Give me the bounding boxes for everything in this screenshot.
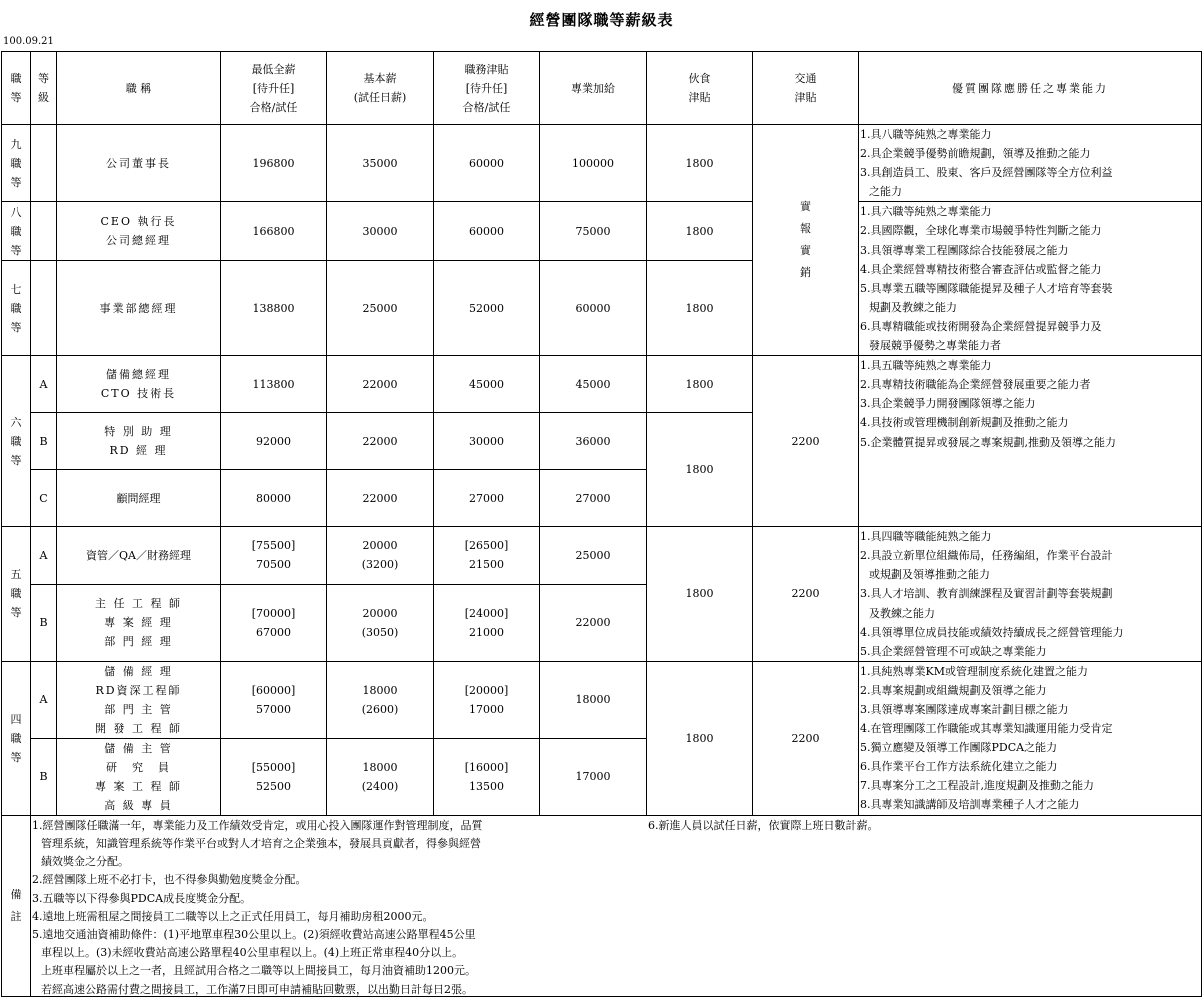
- pro-bonus-cell: 27000: [540, 470, 647, 527]
- position-cell: 儲備總經理 CTO 技術長: [57, 356, 221, 413]
- meal-cell: 1800: [647, 527, 753, 662]
- pro-bonus-cell: 17000: [540, 738, 647, 815]
- grade-label: 四職等: [2, 661, 31, 815]
- duty-allowance-cell: 45000: [434, 356, 540, 413]
- duty-allowance-cell: [26500] 21500: [434, 527, 540, 585]
- level-cell: A: [31, 356, 57, 413]
- position-cell: CEO 執行長 公司總經理: [57, 202, 221, 261]
- position-cell: 儲 備 經 理 RD資深工程師 部 門 主 管 開 發 工 程 師: [57, 661, 221, 738]
- min-salary-cell: [70000] 67000: [221, 584, 327, 661]
- base-salary-cell: 22000: [327, 470, 434, 527]
- duty-allowance-cell: [24000] 21000: [434, 584, 540, 661]
- document-date: 100.09.21: [3, 36, 54, 47]
- competency-cell: 1.具純熟專業KM或管理制度系統化建置之能力 2.具專案規劃或組織規劃及領導之能力 3.具領導專案團隊達成專案計劃目標之能力 4.在管理團隊工作職能或其專業知識運用能力受肯定 5.獨立應變及領導工作團隊PDCA之能力 6.具作業平台工作方法系統化建立之能力 7.具專案分工之工程設計,進度規劃及推動之能力 8.具專業知識講師及培訓專業種子人才之能力: [859, 661, 1202, 815]
- header-duty-allowance: 職務津貼 [待升任] 合格/試任: [434, 52, 540, 125]
- position-cell: 事業部總經理: [57, 261, 221, 356]
- header-base-salary: 基本薪 (試任日薪): [327, 52, 434, 125]
- header-position: 職 稱: [57, 52, 221, 125]
- grade-label: 九職等: [2, 125, 31, 202]
- grade-label: 八職等: [2, 202, 31, 261]
- meal-cell: 1800: [647, 261, 753, 356]
- header-competency: 優質團隊應勝任之專業能力: [859, 52, 1202, 125]
- position-cell: 公司董事長: [57, 125, 221, 202]
- level-cell: A: [31, 527, 57, 585]
- base-salary-cell: 35000: [327, 125, 434, 202]
- pro-bonus-cell: 100000: [540, 125, 647, 202]
- level-cell: [31, 125, 57, 202]
- min-salary-cell: 196800: [221, 125, 327, 202]
- notes-row: [2, 815, 1202, 996]
- table-row-grade9: [2, 125, 1202, 202]
- pro-bonus-cell: 25000: [540, 527, 647, 585]
- meal-cell: 1800: [647, 202, 753, 261]
- notes-left-column: 1.經營團隊任職滿一年，專業能力及工作績效受肯定，或用心投入團隊運作對管理制度，品質 管理系統，知識管理系統等作業平台或對人才培育之企業強本，發展具貢獻者，得參與經營 績效獎金之分配。 2.經營團隊上班不必打卡，也不得參與勤勉度獎金分配。 3.五職等以下得參與PDCA成長度獎金分配。 4.遠地上班需租屋之間接員工二職等以上之正式任用員工，每月補助房租2000元。 5.遠地交通油資補助條件：(1)平地單車程30公里以上。(2)須經收費站高速公路單程45公里 車程以上。(3)未經收費站高速公路單程40公里車程以上。(4)上班正常車程40分以上。 上班車程屬於以上之一者，且經試用合格之二職等以上間接員工，每月油資補助1200元。 若經高速公路需付費之間接員工，工作滿7日即可申請補貼回數票，以出勤日計每日2張。: [32, 818, 483, 996]
- transport-actual-cell: 實報實銷: [753, 125, 859, 356]
- grade-label: 六職等: [2, 356, 31, 527]
- page-title: 經營團隊職等薪級表: [529, 11, 674, 29]
- duty-allowance-cell: 30000: [434, 413, 540, 470]
- duty-allowance-cell: [20000] 17000: [434, 661, 540, 738]
- base-salary-cell: 25000: [327, 261, 434, 356]
- table-row-grade6a: [2, 356, 1202, 413]
- transport-cell: 2200: [753, 661, 859, 815]
- base-salary-cell: 22000: [327, 413, 434, 470]
- notes-right-column: 6.新進人員以試任日薪，依實際上班日數計薪。: [648, 818, 879, 832]
- pro-bonus-cell: 22000: [540, 584, 647, 661]
- level-cell: [31, 202, 57, 261]
- position-cell: 顧問經理: [57, 470, 221, 527]
- min-salary-cell: 92000: [221, 413, 327, 470]
- notes-body: [31, 815, 1202, 996]
- duty-allowance-cell: 60000: [434, 125, 540, 202]
- min-salary-cell: 138800: [221, 261, 327, 356]
- salary-grade-table: [1, 51, 1202, 997]
- meal-cell: 1800: [647, 661, 753, 815]
- transport-cell: 2200: [753, 527, 859, 662]
- grade-label: 五職等: [2, 527, 31, 662]
- pro-bonus-cell: 18000: [540, 661, 647, 738]
- table-row-grade4a: [2, 661, 1202, 738]
- duty-allowance-cell: 27000: [434, 470, 540, 527]
- min-salary-cell: 80000: [221, 470, 327, 527]
- notes-label: 備註: [2, 815, 31, 996]
- pro-bonus-cell: 60000: [540, 261, 647, 356]
- min-salary-cell: [60000] 57000: [221, 661, 327, 738]
- header-level: 等級: [31, 52, 57, 125]
- meal-cell: 1800: [647, 356, 753, 413]
- competency-cell: 1.具六職等純熟之專業能力 2.具國際觀，全球化專業市場競爭特性判斷之能力 3.具領導專業工程團隊綜合技能發展之能力 4.具企業經營專精技術整合審查評估或監督之能力 5.具專業五職等團隊職能提昇及種子人才培育等套裝 規劃及教練之能力 6.具專精職能或技術開發為企業經營提昇競爭力及 發展競爭優勢之專業能力者: [859, 202, 1202, 356]
- position-cell: 主 任 工 程 師 專 案 經 理 部 門 經 理: [57, 584, 221, 661]
- base-salary-cell: 20000 (3200): [327, 527, 434, 585]
- duty-allowance-cell: 52000: [434, 261, 540, 356]
- level-cell: B: [31, 738, 57, 815]
- pro-bonus-cell: 36000: [540, 413, 647, 470]
- base-salary-cell: 20000 (3050): [327, 584, 434, 661]
- competency-cell: 1.具五職等純熟之專業能力 2.具專精技術職能為企業經營發展重要之能力者 3.具企業競爭力開發團隊領導之能力 4.具技術或管理機制創新規劃及推動之能力 5.企業體質提昇或發展之專案規劃,推動及領導之能力: [859, 356, 1202, 527]
- header-row: [2, 52, 1202, 125]
- pro-bonus-cell: 75000: [540, 202, 647, 261]
- base-salary-cell: 18000 (2600): [327, 661, 434, 738]
- duty-allowance-cell: 60000: [434, 202, 540, 261]
- competency-cell: 1.具四職等職能純熟之能力 2.具設立新單位組織佈局，任務編組，作業平台設計 或規劃及領導推動之能力 3.具人才培訓、教育訓練課程及實習計劃等套裝規劃 及教練之能力 4.具領導單位成員技能或績效持續成長之經營管理能力 5.具企業經營管理不可或缺之專業能力: [859, 527, 1202, 662]
- min-salary-cell: 166800: [221, 202, 327, 261]
- level-cell: B: [31, 413, 57, 470]
- header-transport: 交通 津貼: [753, 52, 859, 125]
- table-row-grade8: [2, 202, 1202, 261]
- table-row-grade5a: [2, 527, 1202, 585]
- position-cell: 特 別 助 理 RD 經 理: [57, 413, 221, 470]
- base-salary-cell: 18000 (2400): [327, 738, 434, 815]
- position-cell: 儲 備 主 管 研 究 員 專 案 工 程 師 高 級 專 員: [57, 738, 221, 815]
- header-pro-bonus: 專業加給: [540, 52, 647, 125]
- header-grade: 職等: [2, 52, 31, 125]
- base-salary-cell: 30000: [327, 202, 434, 261]
- level-cell: A: [31, 661, 57, 738]
- grade-label: 七職等: [2, 261, 31, 356]
- position-cell: 資管／QA／財務經理: [57, 527, 221, 585]
- min-salary-cell: [75500] 70500: [221, 527, 327, 585]
- transport-cell: 2200: [753, 356, 859, 527]
- pro-bonus-cell: 45000: [540, 356, 647, 413]
- min-salary-cell: 113800: [221, 356, 327, 413]
- header-min-salary: 最低全薪 [待升任] 合格/試任: [221, 52, 327, 125]
- duty-allowance-cell: [16000] 13500: [434, 738, 540, 815]
- competency-cell: 1.具八職等純熟之專業能力 2.具企業競爭優勢前瞻規劃，領導及推動之能力 3.具創造員工、股東、客戶及經營團隊等全方位利益 之能力: [859, 125, 1202, 202]
- level-cell: [31, 261, 57, 356]
- min-salary-cell: [55000] 52500: [221, 738, 327, 815]
- level-cell: C: [31, 470, 57, 527]
- header-meal: 伙食 津貼: [647, 52, 753, 125]
- meal-cell: 1800: [647, 125, 753, 202]
- level-cell: B: [31, 584, 57, 661]
- meal-cell: 1800: [647, 413, 753, 527]
- base-salary-cell: 22000: [327, 356, 434, 413]
